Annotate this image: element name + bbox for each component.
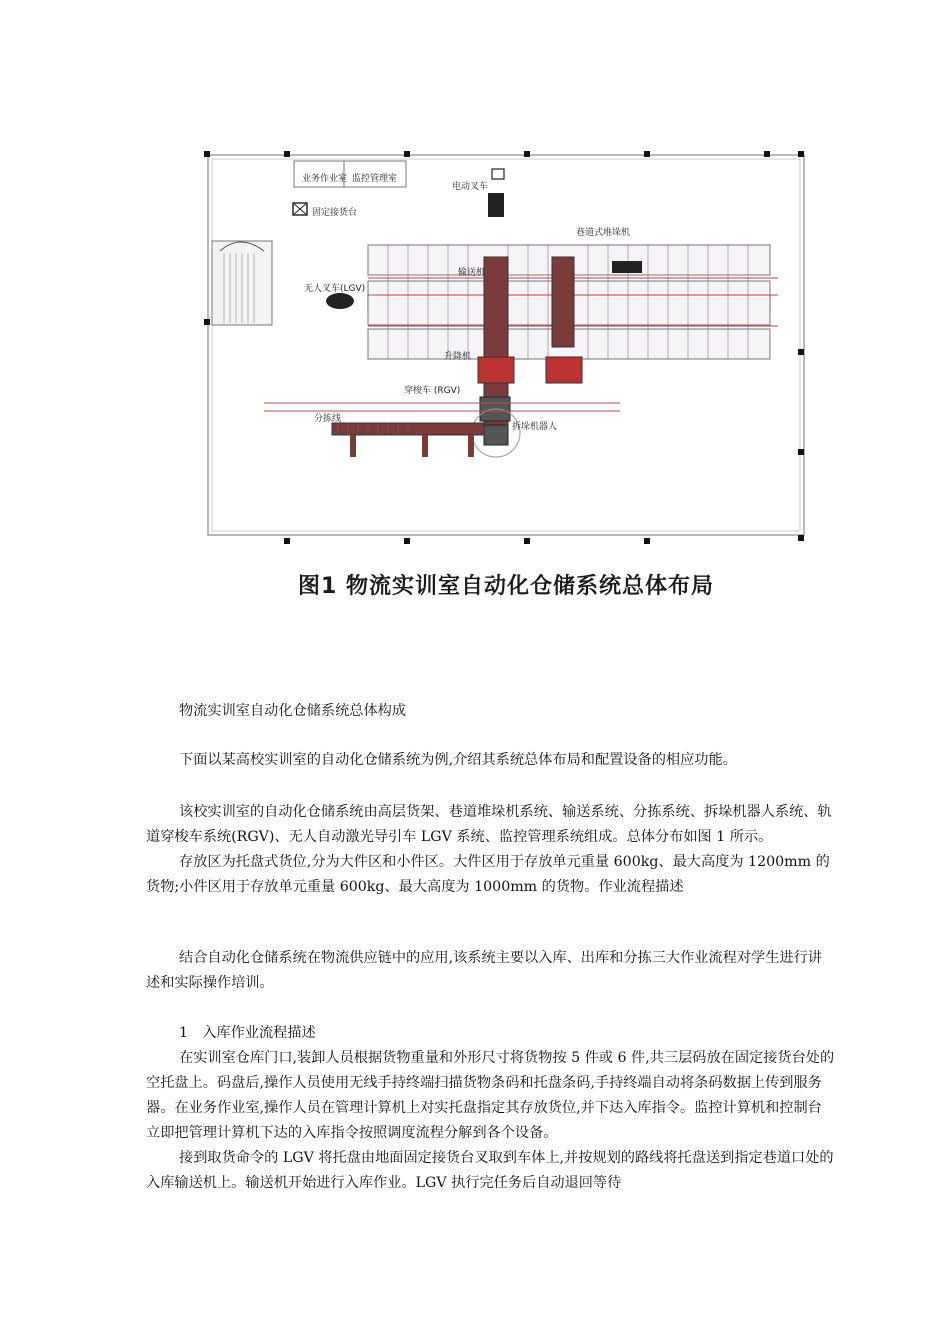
- label-elevator: 升降机: [444, 352, 472, 362]
- warehouse-layout-figure: [168, 133, 844, 625]
- label-stacker: 巷道式堆垛机: [576, 228, 631, 238]
- label-sorter: 分拣线: [314, 414, 342, 424]
- paragraph-inbound-1: 在实训室仓库门口,装卸人员根据货物重量和外形尺寸将货物按 5 件或 6 件,共三层码放在固定接货台处的空托盘上。码盘后,操作人员使用无线手持终端扫描货物条码和托盘条码,手持终端自动将条码数据上传到服务器。在业务作业室,操作人员在管理计算机上对实托盘指定其存放货位,并下达入库指令。监控计算机和控制台立即把管理计算机下达的入库指令按照调度流程分解到各个设备。: [146, 1050, 835, 1141]
- label-lgv: 无人叉车(LGV): [304, 284, 366, 294]
- workflow-paragraph: [146, 946, 836, 996]
- label-monitor-office: 监控管理室: [352, 174, 398, 184]
- paragraph-storage-zone: 存放区为托盘式货位,分为大件区和小件区。大件区用于存放单元重量 600kg、最大高度为 1200mm 的货物;小件区用于存放单元重量 600kg、最大高度为 1000mm 的货物。作业流程描述: [146, 854, 830, 895]
- layout-diagram: [168, 133, 844, 553]
- composition-paragraphs: [146, 800, 836, 900]
- intro-text: 下面以某高校实训室的自动化仓储系统为例,介绍其系统总体布局和配置设备的相应功能。: [179, 752, 737, 768]
- section1-heading: 1 入库作业流程描述: [179, 1025, 316, 1041]
- figure-caption: 图1 物流实训室自动化仓储系统总体布局: [298, 574, 714, 599]
- paragraph-workflow: 结合自动化仓储系统在物流供应链中的应用,该系统主要以入库、出库和分拣三大作业流程对学生进行讲述和实际操作培训。: [146, 950, 822, 991]
- label-rgv: 穿梭车 (RGV): [404, 386, 461, 396]
- inbound-paragraphs: [146, 1046, 836, 1196]
- label-business-office: 业务作业室: [302, 174, 348, 184]
- intro-paragraph: [146, 748, 836, 773]
- paragraph-inbound-2: 接到取货命令的 LGV 将托盘由地面固定接货台叉取到车体上,并按规划的路线将托盘送到指定巷道口处的入库输送机上。输送机开始进行入库作业。LGV 执行完任务后自动退回等待: [146, 1150, 834, 1191]
- paragraph-composition: 该校实训室的自动化仓储系统由高层货架、巷道堆垛机系统、输送系统、分拣系统、拆垛机器人系统、轨道穿梭车系统(RGV)、无人自动激光导引车 LGV 系统、监控管理系统组成。总体分布如图 1 所示。: [146, 804, 832, 845]
- label-robot: 拆垛机器人: [512, 422, 558, 432]
- section-title: 物流实训室自动化仓储系统总体构成: [179, 703, 407, 719]
- label-conveyor: 输送机: [458, 268, 486, 278]
- label-forklift: 电动叉车: [452, 182, 489, 192]
- label-fixed-station: 固定接货台: [312, 208, 358, 218]
